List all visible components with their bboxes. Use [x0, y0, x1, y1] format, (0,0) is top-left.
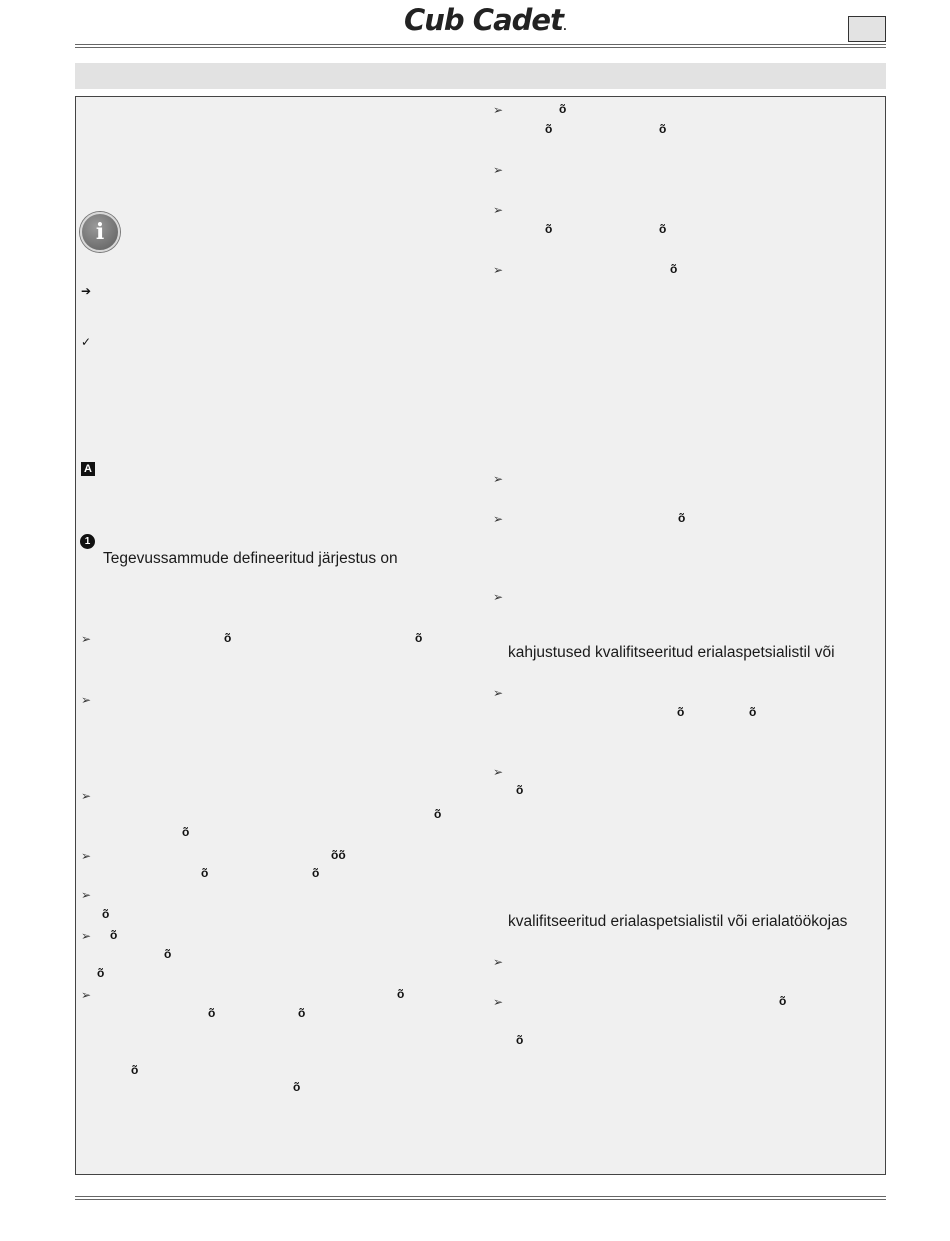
o-tilde-glyph: õ [779, 994, 787, 1008]
cub-cadet-logo [404, 4, 584, 36]
o-tilde-glyph: õ [749, 705, 757, 719]
content-panel [75, 96, 886, 1175]
page-number-box [848, 16, 886, 42]
o-tilde-glyph: õ [659, 222, 667, 236]
o-tilde-glyph: õ [516, 783, 524, 797]
o-tilde-glyph: õ [131, 1063, 139, 1077]
o-tilde-glyph: õ [670, 262, 678, 276]
header-rule [75, 44, 886, 45]
bullet-icon: ➢ [81, 849, 92, 863]
bullet-icon: ➢ [81, 693, 92, 707]
bullet-icon: ➢ [493, 995, 504, 1009]
label-a-icon: A [81, 462, 95, 476]
bullet-icon: ➢ [81, 888, 92, 902]
o-tilde-glyph: õ [110, 928, 118, 942]
o-tilde-glyph: õ [545, 222, 553, 236]
bullet-icon: ➢ [81, 988, 92, 1002]
brand-mark: . [562, 22, 566, 33]
bullet-icon: ➢ [81, 789, 92, 803]
o-tilde-glyph: õ [659, 122, 667, 136]
o-tilde-glyph: õ [224, 631, 232, 645]
o-tilde-glyph: õ [102, 907, 110, 921]
o-tilde-glyph: õ [516, 1033, 524, 1047]
section-title-bar [75, 63, 886, 89]
o-tilde-glyph: õ [312, 866, 320, 880]
bullet-icon: ➢ [493, 765, 504, 779]
o-tilde-glyph: õ [182, 825, 190, 839]
o-tilde-glyph: õ [208, 1006, 216, 1020]
o-tilde-glyph: õ [164, 947, 172, 961]
footer-rule-secondary [75, 1199, 886, 1200]
o-tilde-glyph: õ [201, 866, 209, 880]
brand-name: Cub Cadet [404, 3, 563, 37]
o-tilde-glyph: õ [415, 631, 423, 645]
bullet-icon: ➢ [493, 590, 504, 604]
bullet-icon: ➢ [81, 632, 92, 646]
o-tilde-glyph: õ [434, 807, 442, 821]
bullet-icon: ➢ [493, 203, 504, 217]
step-one-icon: 1 [80, 534, 95, 549]
header-rule-secondary [75, 47, 886, 48]
info-icon: i [80, 212, 120, 252]
bullet-icon: ➢ [493, 955, 504, 969]
bullet-icon: ➢ [493, 512, 504, 526]
bullet-icon: ➢ [493, 472, 504, 486]
damage-specialist-text: kahjustused kvalifitseeritud erialaspetsialistil või [508, 644, 835, 661]
o-tilde-glyph: õ [545, 122, 553, 136]
bullet-icon: ➢ [493, 163, 504, 177]
o-tilde-glyph: õ [677, 705, 685, 719]
bullet-icon: ➢ [493, 263, 504, 277]
bullet-icon: ➢ [493, 686, 504, 700]
o-tilde-glyph: õ [559, 102, 567, 116]
o-tilde-glyph: õ [293, 1080, 301, 1094]
bullet-icon: ➢ [81, 929, 92, 943]
double-o-tilde-glyph: õõ [331, 848, 346, 862]
o-tilde-glyph: õ [298, 1006, 306, 1020]
arrow-icon: ➔ [81, 284, 92, 298]
o-tilde-glyph: õ [97, 966, 105, 980]
o-tilde-glyph: õ [397, 987, 405, 1001]
check-icon: ✓ [81, 335, 92, 349]
footer-rule [75, 1196, 886, 1197]
step-sequence-text: Tegevussammude defineeritud järjestus on [103, 550, 398, 567]
bullet-icon: ➢ [493, 103, 504, 117]
o-tilde-glyph: õ [678, 511, 686, 525]
workshop-specialist-text: kvalifitseeritud erialaspetsialistil või erialatöökojas [508, 913, 848, 930]
